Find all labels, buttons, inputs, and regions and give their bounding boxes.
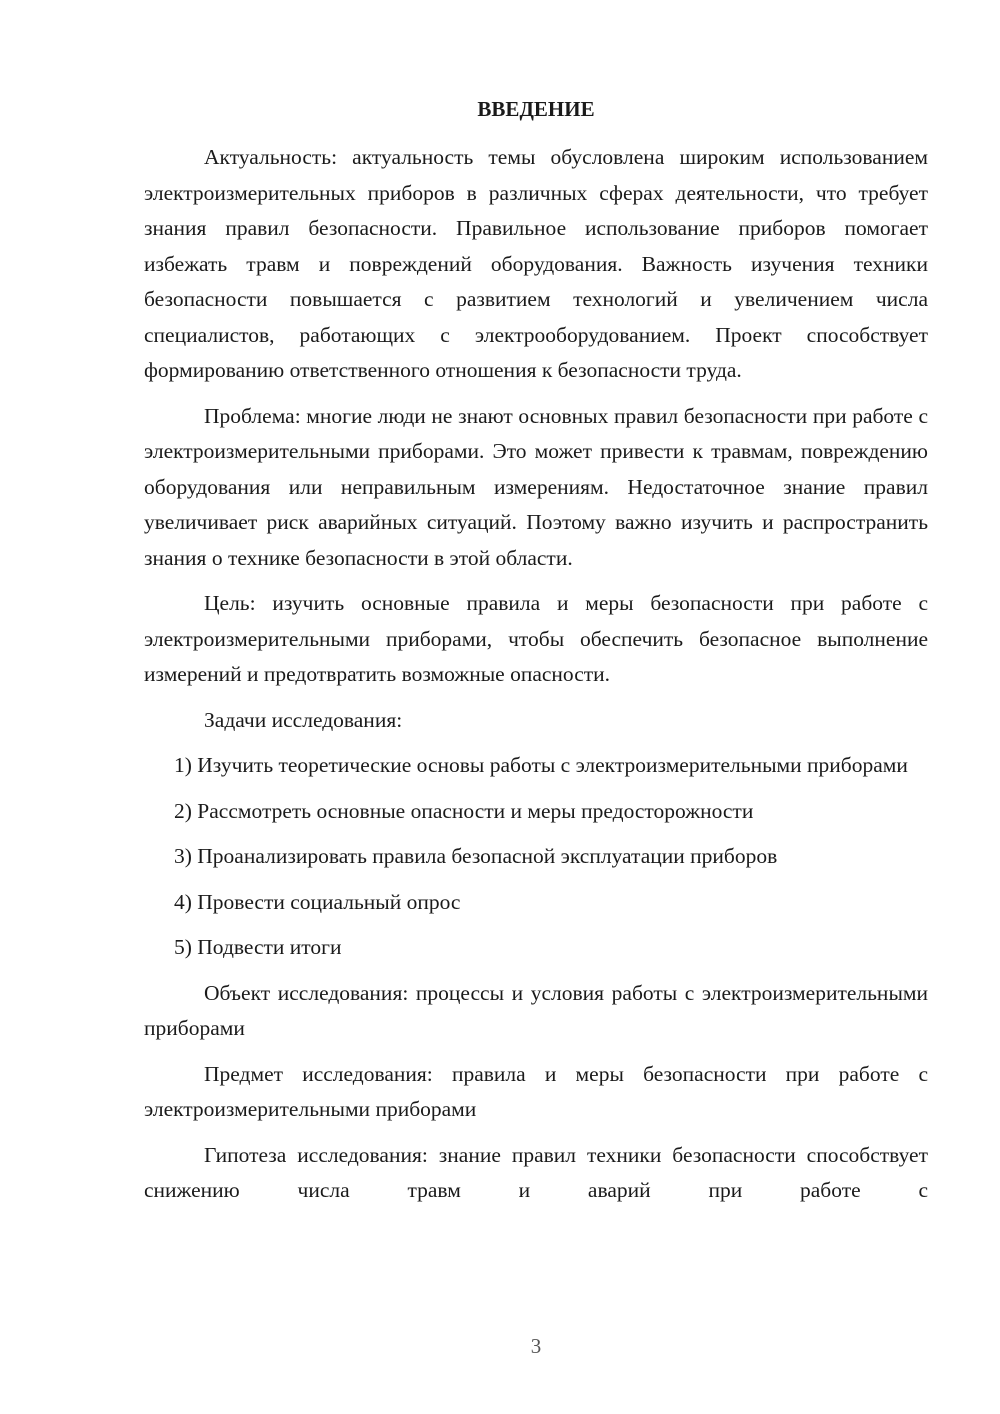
problem-paragraph: Проблема: многие люди не знают основных правил безопасности при работе с электроизмерительными приборами. Это может привести к травмам, повреждению оборудования или неправильным измерениям. Недостаточное знание правил увеличивает риск аварийных ситуаций. Поэтому важно изучить и распространить знания о технике безопасности в этой области. [144,403,928,570]
document-body [144,92,928,1209]
goal-paragraph: Цель: изучить основные правила и меры безопасности при работе с электроизмерительными приборами, чтобы обеспечить безопасное выполнение измерений и предотвратить возможные опасности. [144,591,928,686]
page-title: ВВЕДЕНИЕ [477,97,595,121]
task-item-4: 4) Провести социальный опрос [174,889,461,914]
task-item-5: 5) Подвести итоги [174,935,342,959]
object-paragraph: Объект исследования: процессы и условия работы с электроизмерительными приборами [144,980,928,1040]
task-item-3: 3) Проанализировать правила безопасной эксплуатации приборов [174,844,778,868]
task-item-2: 2) Рассмотреть основные опасности и меры предосторожности [174,798,754,823]
task-item-1: 1) Изучить теоретические основы работы с электроизмерительными приборами [174,753,908,777]
page-number: 3 [530,1334,542,1358]
relevance-paragraph: Актуальность: актуальность темы обусловлена широким использованием электроизмерительных приборов в различных сферах деятельности, что требует знания правил безопасности. Правильное использование приборов помогает избежать травм и повреждений оборудования. Важность изучения техники безопасности повышается с развитием технологий и увеличением числа специалистов, работающих с электрооборудованием. Проект способствует формированию ответственного отношения к безопасности труда. [144,145,928,382]
tasks-intro-paragraph: Задачи исследования: [204,707,403,732]
hypothesis-paragraph: Гипотеза исследования: знание правил техники безопасности способствует снижению числа травм и аварий при работе с [144,1142,928,1202]
subject-paragraph: Предмет исследования: правила и меры безопасности при работе с электроизмерительными приборами [144,1061,928,1121]
